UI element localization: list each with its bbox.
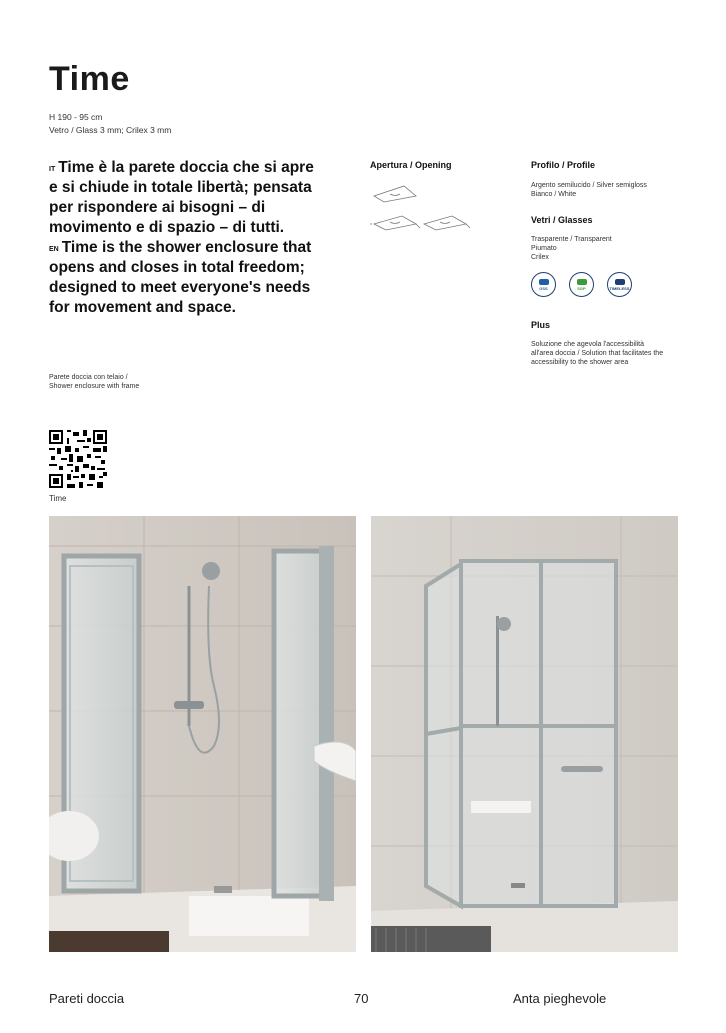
caption-line: Parete doccia con telaio / [49,374,128,381]
page-number: 70 [354,991,369,1006]
footer-section: Pareti doccia [49,991,125,1006]
badge-timeless: TIMELESS [607,272,632,297]
lang-tag-it: IT [49,166,56,173]
badge-gss: GSS [531,272,556,297]
profile-option: Argento semilucido / Silver semigloss [531,182,647,189]
spec-material: Vetro / Glass 3 mm; Crilex 3 mm [49,125,172,135]
glasses-heading: Vetri / Glasses [531,215,593,225]
opening-diagram-icon [370,178,490,248]
glass-option: Trasparente / Transparent [531,236,612,243]
spec-height: H 190 - 95 cm [49,112,103,122]
glass-icon [539,279,549,285]
profile-options [531,181,647,199]
description-en: Time is the shower enclosure that opens and closes in total freedom; designed to meet everyone's needs for movement and space. [49,239,312,316]
shower-photo-enclosure [371,516,678,952]
opening-heading: Apertura / Opening [370,160,452,170]
glass-option: Crilex [531,254,549,261]
footer-category: Anta pieghevole [513,991,607,1006]
glasses-options [531,235,612,262]
lang-tag-en: EN [49,246,59,253]
plus-heading: Plus [531,320,551,330]
leaf-icon [577,279,587,285]
plus-text: Soluzione che agevola l'accessibilità all'area doccia / Solution that facilitates the accessibility to the shower area [531,341,664,366]
image-caption [49,373,139,391]
timeless-icon [615,279,625,285]
certification-badges [531,272,632,297]
description-it: Time è la parete doccia che si apre e si chiude in totale libertà; pensata per rispondere ai bisogni – di movimento e di spazio – di tutti. [49,159,314,236]
profile-option: Bianco / White [531,191,577,198]
badge-sgp: SGP [569,272,594,297]
glass-option: Piumato [531,245,557,252]
shower-photo-open [49,516,356,952]
profile-heading: Profilo / Profile [531,160,596,170]
qr-code-icon[interactable] [49,430,107,488]
product-description [49,158,319,318]
qr-label: Time [49,494,67,503]
caption-line: Shower enclosure with frame [49,383,140,390]
page-title: Time [49,60,130,98]
